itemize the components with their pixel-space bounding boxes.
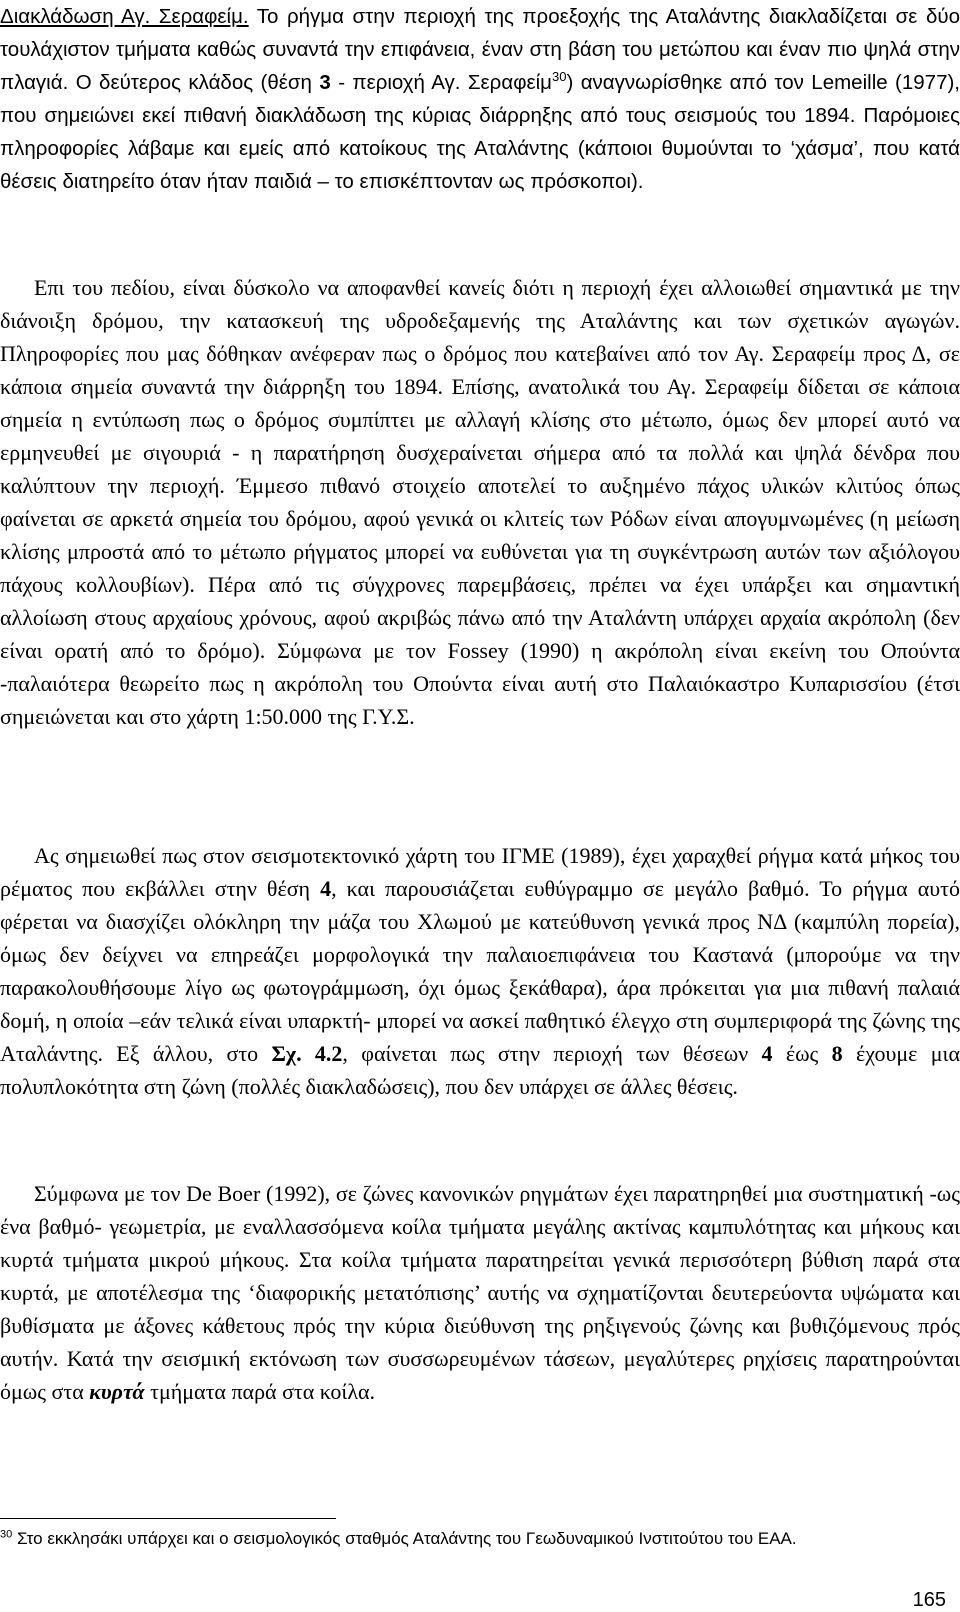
paragraph-text: ) αναγνωρίσθηκε από τον Lemeille (1977), που σημειώνει εκεί πιθανή διακλάδωση της κύριας διάρρηξης από τους σεισμούς του 1894. Παρόμοιες πληροφορίες λάβαμε και εμείς από κατοίκους της Αταλάντης (κάποιοι θυμούνται το ‘χάσμα’, που κατά θέσεις διατηρείτο όταν ήταν παιδιά – το επισκέπτονταν ως πρόσκοποι).	[0, 71, 960, 193]
paragraph-text: , φαίνεται πως στην περιοχή των θέσεων	[342, 1041, 762, 1066]
bold-italic-emphasis: κυρτά	[89, 1379, 145, 1404]
page-number: 165	[912, 1589, 946, 1611]
bold-site-number: 4	[320, 876, 332, 901]
paragraph-igme-map	[0, 839, 960, 1103]
footnote-separator	[0, 1518, 336, 1519]
paragraph-text: έως	[772, 1041, 832, 1066]
paragraph-de-boer	[0, 1177, 960, 1408]
paragraph-field-observations	[0, 271, 960, 733]
paragraph-text: τμήματα παρά στα κοίλα.	[144, 1379, 376, 1404]
figure-reference: Σχ. 4.2	[271, 1041, 343, 1066]
section-heading: Διακλάδωση Αγ. Σεραφείμ.	[0, 5, 249, 28]
paragraph-text: Ας σημειωθεί πως στον σεισμοτεκτονικό χάρτη του ΙΓΜΕ (1989), έχει χαραχθεί ρήγμα κατά μήκος του ρέματος που εκβάλλει στην θέση	[0, 843, 960, 901]
paragraph-seraphim-branch	[0, 0, 960, 198]
bold-site-number: 4	[761, 1041, 773, 1066]
paragraph-text: - περιοχή Αγ. Σεραφείμ	[330, 71, 552, 94]
bold-site-number: 8	[831, 1041, 843, 1066]
bold-site-number: 3	[319, 71, 331, 94]
footnote-reference[interactable]: 30	[552, 69, 567, 85]
footnote-text: Στο εκκλησάκι υπάρχει και ο σεισμολογικός σταθμός Αταλάντης του Γεωδυναμικού Ινστιτούτου του ΕΑΑ.	[12, 1529, 797, 1548]
paragraph-text: Το ρήγμα στην περιοχή της προεξοχής της Αταλάντης διακλαδίζεται σε δύο τουλάχιστον τμήματα καθώς συναντά την επιφάνεια, έναν στη βάση του μετώπου και έναν πιο ψηλά στην πλαγιά. Ο δεύτερος κλάδος (θέση	[0, 5, 960, 94]
paragraph-text: Σύμφωνα με τον De Boer (1992), σε ζώνες κανονικών ρηγμάτων έχει παρατηρηθεί μια συστηματική -ως ένα βαθμό- γεωμετρία, με εναλλασσόμενα κοίλα τμήματα μεγάλης ακτίνας καμπυλότητας και μήκους και κυρτά τμήματα μικρού μήκους. Στα κοίλα τμήματα παρατηρείται γενικά περισσότερη βύθιση παρά στα κυρτά, με αποτέλεσμα της ‘διαφορικής μετατόπισης’ αυτής να σχηματίζονται δευτερεύοντα υψώματα και βυθίσματα με άξονες κάθετους πρός την κύρια διεύθυνση της ρηξιγενούς ζώνης και βυθιζόμενους πρός αυτήν. Κατά την σεισμική εκτόνωση των συσσωρευμένων τάσεων, μεγαλύτερες ρηχίσεις παρατηρούνται όμως στα	[0, 1181, 960, 1404]
paragraph-text: , και παρουσιάζεται ευθύγραμμο σε μεγάλο βαθμό. Το ρήγμα αυτό φέρεται να διασχίζει ολόκληρη την μάζα του Χλωμού με κατεύθυνση γενικά προς ΝΔ (καμπύλη πορεία), όμως δεν δείχνει να επηρεάζει μορφολογικά την παλαιοεπιφάνεια του Καστανά (μπορούμε να την παρακολουθήσουμε λίγο ως φωτογράμμωση, όχι όμως ξεκάθαρα), άρα πρόκειται για μια πιθανή παλαιά δομή, η οποία –εάν τελικά είναι υπαρκτή- μπορεί να ασκεί παθητικό έλεγχο στη συμπεριφορά της ζώνης της Αταλάντης. Εξ άλλου, στο	[0, 876, 960, 1066]
paragraph-text: Επι του πεδίου, είναι δύσκολο να αποφανθεί κανείς διότι η περιοχή έχει αλλοιωθεί σημαντικά με την διάνοιξη δρόμου, την κατασκευή της υδροδεξαμενής της Αταλάντης και των σχετικών αγωγών. Πληροφορίες που μας δόθηκαν ανέφεραν πως ο δρόμος που κατεβαίνει από τον Αγ. Σεραφείμ προς Δ, σε κάποια σημεία συναντά την διάρρηξη του 1894. Επίσης, ανατολικά του Αγ. Σεραφείμ δίδεται σε κάποια σημεία η εντύπωση πως ο δρόμος συμπίπτει με αλλαγή κλίσης στο μέτωπο, όμως δεν μπορεί αυτό να ερμηνευθεί με σιγουριά - η παρατήρηση δυσχεραίνεται σήμερα από τα πολλά και ψηλά δένδρα που καλύπτουν την περιοχή. Έμμεσο πιθανό στοιχείο αποτελεί το αυξημένο πάχος υλικών κλιτύος όπως φαίνεται σε αρκετά σημεία του δρόμου, αφού γενικά οι κλιτείς των Ρόδων είναι απογυμνωμένες (η μείωση κλίσης μπροστά από το μέτωπο ρήγματος μπορεί να ευθύνεται για τη συγκέντρωση αυτών των αξιόλογου πάχους κολλουβίων). Πέρα από τις σύγχρονες παρεμβάσεις, πρέπει να έχει υπάρξει και σημαντική αλλοίωση στους αρχαίους χρόνους, αφού ακριβώς πάνω από την Αταλάντη υπάρχει αρχαία ακρόπολη (δεν είναι ορατή από το δρόμο). Σύμφωνα με τον Fossey (1990) η ακρόπολη είναι εκείνη του Οπούντα -παλαιότερα θεωρείτο πως η ακρόπολη του Οπούντα είναι αυτή στο Παλαιόκαστρο Κυπαρισσίου (έτσι σημειώνεται και στο χάρτη 1:50.000 της Γ.Υ.Σ.	[0, 275, 960, 729]
paragraph-text: έχουμε μια πολυπλοκότητα στη ζώνη (πολλές διακλαδώσεις), που δεν υπάρχει σε άλλες θέσεις.	[0, 1041, 960, 1099]
footnote-number: 30	[0, 1528, 13, 1541]
footnote	[0, 1526, 960, 1552]
